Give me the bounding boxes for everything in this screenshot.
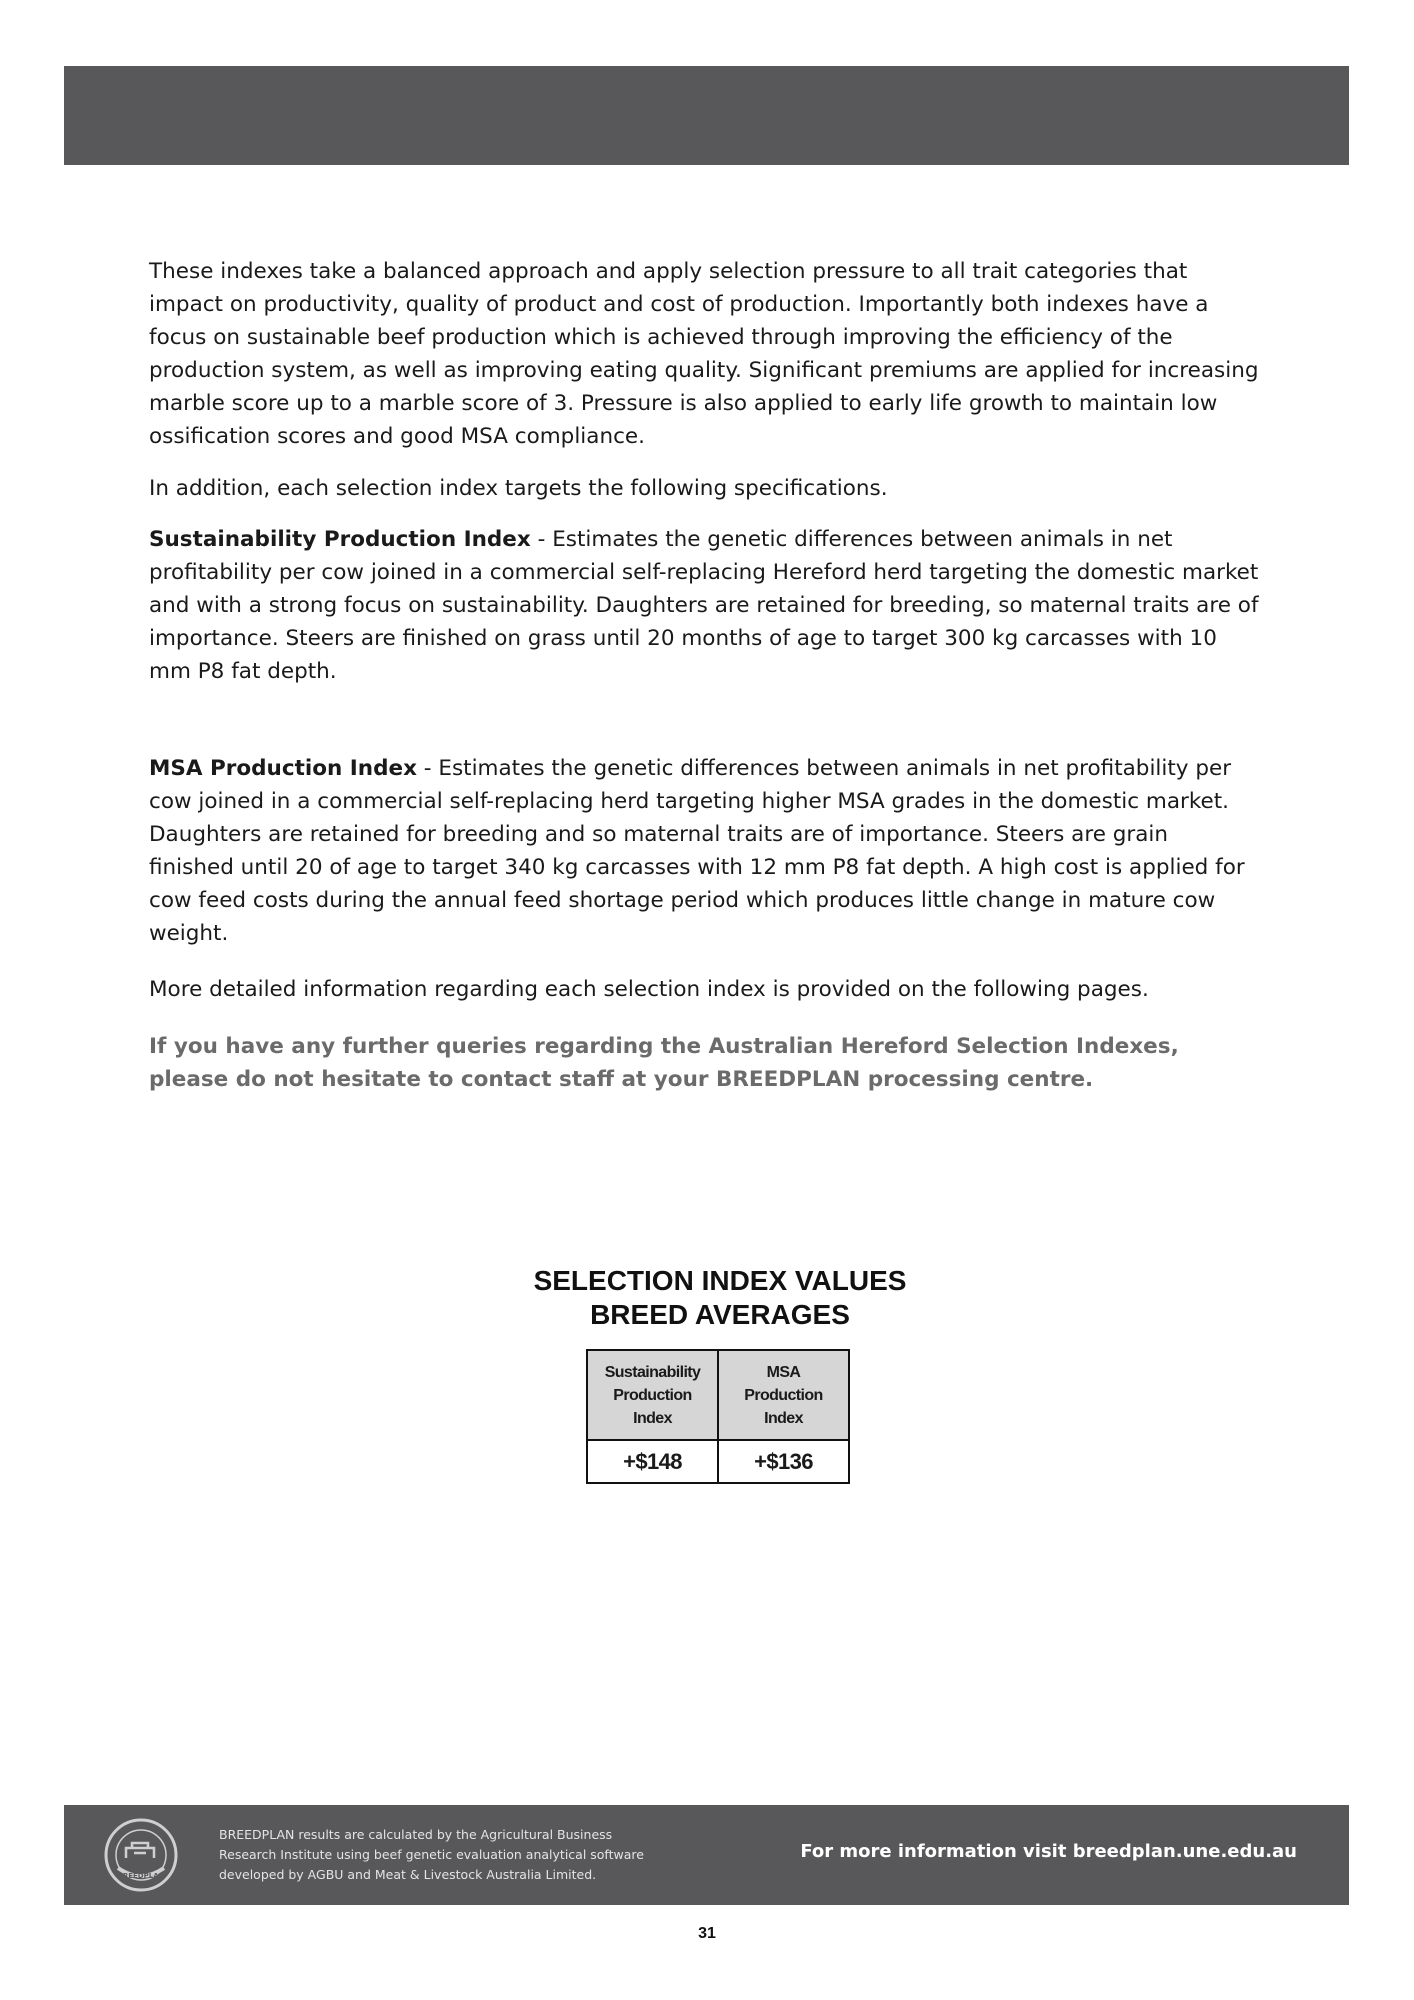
value-msa-index: +$136: [718, 1440, 849, 1483]
sustainability-index-title: Sustainability Production Index: [149, 527, 531, 552]
more-info-paragraph: More detailed information regarding each selection index is provided on the following pages.: [149, 977, 1149, 1002]
msa-index-title: MSA Production Index: [149, 756, 417, 781]
svg-text:BREEDPLAN: BREEDPLAN: [117, 1872, 165, 1880]
main-content: [149, 255, 1259, 1096]
sustainability-index-text: - Estimates the genetic differences between animals in net profitability per cow joined in a commercial self-replacing Hereford herd targeting the domestic market and with a strong focus on sustainability. Daughters are retained for breeding, so maternal traits are of importance. Steers are finished on grass until 20 months of age to target 300 kg carcasses with 10 mm P8 fat depth.: [149, 527, 1259, 684]
page-number: 31: [698, 1925, 716, 1942]
table-value-row: [587, 1440, 849, 1483]
table-header-row: [587, 1350, 849, 1440]
table-title-line-2: BREED AVERAGES: [590, 1299, 850, 1330]
footer-website-link[interactable]: For more information visit breedplan.une.edu.au: [800, 1841, 1297, 1862]
msa-paragraph: [149, 752, 1259, 950]
sustainability-paragraph: [149, 523, 1259, 688]
intro-paragraph: These indexes take a balanced approach and apply selection pressure to all trait categories that impact on productivity, quality of product and cost of production. Importantly both indexes have a focus on sustainable beef production which is achieved through improving the efficiency of the production system, as well as improving eating quality. Significant premiums are applied for increasing marble score up to a marble score of 3. Pressure is also applied to early life growth to maintain low ossification scores and good MSA compliance.: [149, 259, 1259, 449]
msa-index-text: - Estimates the genetic differences between animals in net profitability per cow joined in a commercial self-replacing herd targeting higher MSA grades in the domestic market. Daughters are retained for breeding and so maternal traits are of importance. Steers are grain finished until 20 of age to target 340 kg carcasses with 12 mm P8 fat depth. A high cost is applied for cow feed costs during the annual feed shortage period which produces little change in mature cow weight.: [149, 756, 1245, 946]
breedplan-logo: [104, 1818, 178, 1892]
table-title-line-1: SELECTION INDEX VALUES: [533, 1265, 907, 1296]
footer-disclaimer: BREEDPLAN results are calculated by the Agricultural Business Research Institute using beef genetic evaluation analytical software developed by AGBU and Meat & Livestock Australia Limited.: [219, 1827, 644, 1882]
table-title: [420, 1264, 1020, 1332]
queries-paragraph: If you have any further queries regarding the Australian Hereford Selection Indexes, please do not hesitate to contact staff at your BREEDPLAN processing centre.: [149, 1034, 1179, 1092]
breed-averages-table: [586, 1349, 850, 1484]
header-sustainability-index: Sustainability Production Index: [587, 1350, 718, 1440]
header-msa-index: MSA Production Index: [718, 1350, 849, 1440]
addition-paragraph: In addition, each selection index targets the following specifications.: [149, 476, 888, 501]
footer-band: [64, 1805, 1349, 1905]
header-band: [64, 66, 1349, 165]
value-sustainability-index: +$148: [587, 1440, 718, 1483]
